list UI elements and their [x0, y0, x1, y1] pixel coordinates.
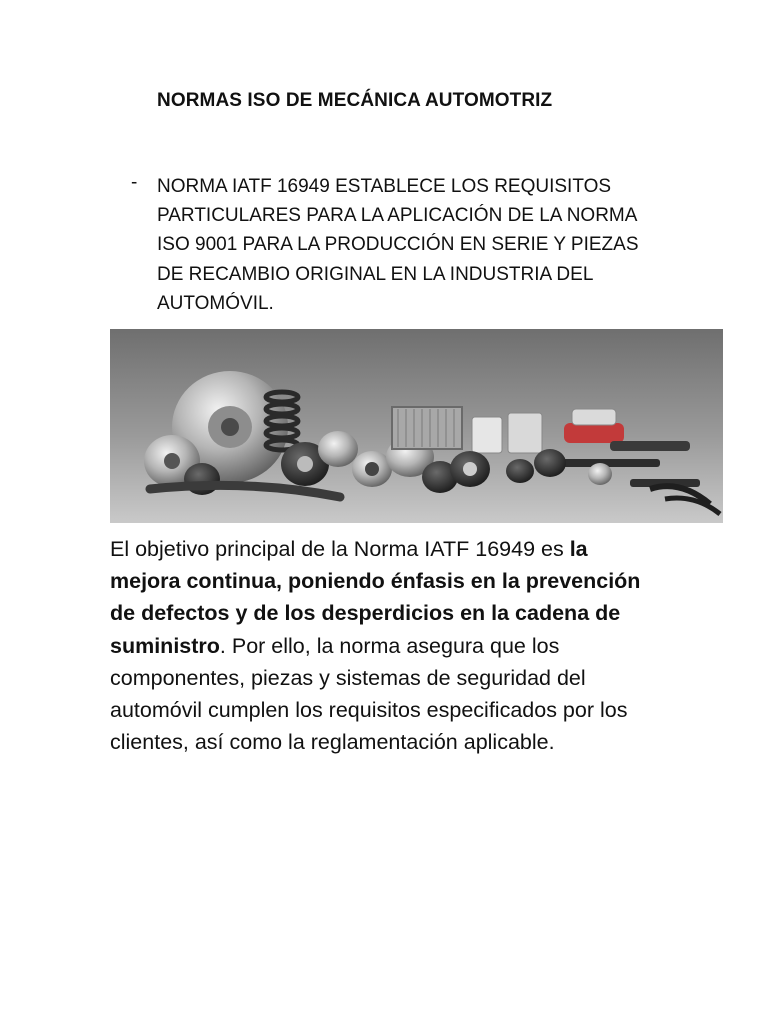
body-paragraph [110, 533, 655, 758]
paragraph-emphasis: la mejora continua, poniendo énfasis en la prevención de defectos y de los desperdicios en la cadena de suministro [110, 537, 641, 658]
document-title: NORMAS ISO DE MECÁNICA AUTOMOTRIZ [157, 90, 553, 111]
bullet-text: NORMA IATF 16949 ESTABLECE LOS REQUISITOS PARTICULARES PARA LA APLICACIÓN DE LA NORMA ISO 9001 PARA LA PRODUCCIÓN EN SERIE Y PIEZAS DE RECAMBIO ORIGINAL EN LA INDUSTRIA DEL AUTOMÓVIL. [157, 176, 639, 314]
auto-parts-photo [110, 329, 723, 523]
bullet-marker: - [131, 172, 138, 193]
paragraph-rest: . Por ello, la norma asegura que los componentes, piezas y sistemas de seguridad del automóvil cumplen los requisitos especificados por los clientes, así como la reglamentación aplicable. [110, 633, 628, 755]
paragraph-intro: El objetivo principal de la Norma IATF 16949 es [110, 537, 570, 561]
